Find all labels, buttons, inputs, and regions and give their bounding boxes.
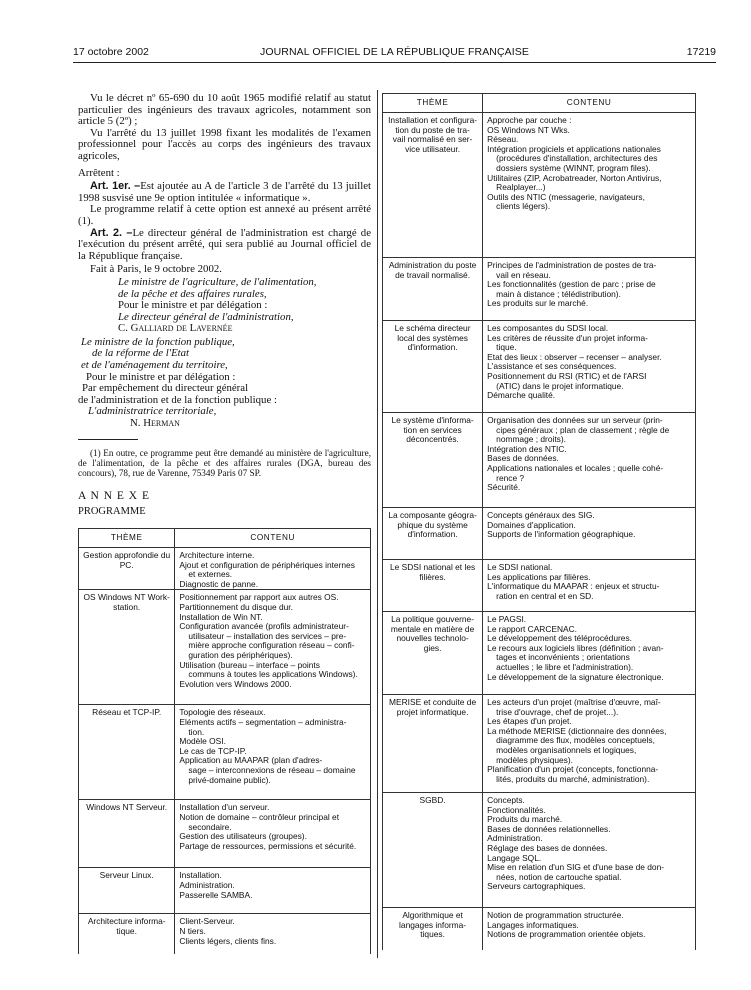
- sig-line: de la réforme de l'Etat: [92, 347, 190, 360]
- content-line: Sécurité.: [487, 482, 521, 493]
- content-line: tion.: [188, 726, 205, 737]
- theme-line: filières.: [419, 571, 446, 582]
- theme-line: La composante géogra-: [388, 510, 477, 520]
- content-line: dossiers système (WINNT, program files).: [496, 162, 651, 173]
- theme-cell: [383, 793, 483, 908]
- article-2: [78, 228, 371, 263]
- theme-line: OS Windows NT Work-: [83, 592, 170, 603]
- theme-line: Installation et configura-: [388, 115, 478, 125]
- article-1-text: Est ajoutée au A de l'article 3 de l'arrêté du 13 juillet 1998 susvisé une 9e option intitulée « informatique ».: [78, 180, 371, 204]
- content-cell: [175, 705, 371, 800]
- column-header-theme: THÈME: [79, 529, 175, 548]
- theme-cell: [383, 258, 483, 321]
- article-1-para-2: Le programme relatif à cette option est annexé au présent arrêté (1).: [78, 203, 371, 227]
- content-line: modèles organisationnels et logiques,: [496, 744, 637, 755]
- theme-cell: [79, 914, 175, 954]
- sig-line: Pour le ministre et par délégation :: [86, 370, 236, 383]
- content-line: Mise en relation d'un SIG et d'une base de don-: [487, 862, 665, 873]
- theme-line: SGBD.: [419, 795, 446, 805]
- sig-line: de l'administration et de la fonction publique :: [78, 393, 277, 406]
- theme-line: Le SDSI national et les: [389, 562, 476, 572]
- table-row: [383, 695, 696, 793]
- table-row: [383, 413, 696, 508]
- theme-line: d'information.: [407, 342, 458, 353]
- content-cell: [483, 413, 696, 508]
- programme-title: PROGRAMME: [78, 506, 146, 518]
- content-line: Organisation des données sur un serveur (prin-: [487, 415, 663, 425]
- page-number: 17219: [686, 46, 716, 58]
- content-line: Clients légers, clients fins.: [179, 935, 277, 946]
- content-line: Modèle OSI.: [179, 736, 226, 747]
- content-line: Utilitaires (ZIP, Acrobatreader, Norton Antivirus,: [487, 172, 662, 183]
- content-line: Le PAGSI.: [487, 614, 527, 624]
- table-row: [79, 548, 371, 590]
- signatory-name: N. Herman: [130, 417, 180, 430]
- signatory-name: C. Galliard de Lavernée: [118, 322, 233, 335]
- sig-line: Le ministre de la fonction publique,: [81, 335, 235, 348]
- article-1-label: Art. 1er. –: [90, 180, 141, 193]
- content-line: Approche par couche :: [487, 115, 572, 125]
- content-line: privé-domaine public).: [188, 774, 271, 785]
- content-line: Les fonctionnalités (gestion de parc ; prise de: [487, 279, 656, 290]
- content-line: Le SDSI national.: [487, 562, 553, 572]
- table-row: [79, 705, 371, 800]
- arretent: Arrêtent :: [78, 166, 120, 179]
- content-line: Le recours aux logiciels libres (définition ; avan-: [487, 642, 664, 653]
- theme-line: Algorithmique et: [402, 910, 463, 920]
- table-row: [383, 258, 696, 321]
- content-line: rence ?: [496, 472, 525, 483]
- theme-cell: [383, 612, 483, 695]
- content-line: Le cas de TCP-IP.: [179, 745, 247, 756]
- issue-date: 17 octobre 2002: [73, 46, 149, 58]
- content-line: trise d'ouvrage, chef de projet...).: [496, 706, 619, 717]
- sig-line: de la pêche et des affaires rurales,: [118, 287, 267, 300]
- content-line: utilisateur – installation des services – pre-: [188, 630, 347, 641]
- content-cell: [175, 590, 371, 705]
- content-line: Positionnement du RSI (RTIC) et de l'ARSI: [487, 370, 647, 381]
- content-line: La méthode MERISE (dictionnaire des données,: [487, 725, 667, 736]
- content-line: Passerelle SAMBA.: [179, 889, 253, 900]
- table-row: [79, 800, 371, 868]
- theme-line: vice utilisateur.: [405, 143, 461, 154]
- footnote: (1) En outre, ce programme peut être demandé au ministère de l'agriculture, de l'alimentation, de la pêche et des affaires rurales (DGA, bureau des concours), 78, rue de Varenne, 75349 Paris 07 SP.: [78, 447, 371, 479]
- column-divider: [377, 90, 378, 958]
- content-line: Utilisation (bureau – interface – points: [179, 659, 320, 670]
- content-line: Evolution vers Windows 2000.: [179, 678, 292, 689]
- content-line: Fonctionnalités.: [487, 804, 546, 815]
- content-cell: [175, 914, 371, 954]
- theme-cell: [383, 413, 483, 508]
- content-cell: [483, 793, 696, 908]
- journal-title: JOURNAL OFFICIEL DE LA RÉPUBLIQUE FRANÇAISE: [260, 46, 529, 58]
- table-row: [383, 793, 696, 908]
- content-line: Principes de l'administration de postes de tra-: [487, 260, 657, 270]
- theme-line: station.: [113, 602, 141, 612]
- content-line: et externes.: [188, 569, 233, 580]
- content-line: Produits du marché.: [487, 814, 563, 825]
- theme-cell: [383, 508, 483, 560]
- content-cell: [483, 695, 696, 793]
- content-line: Domaines d'application.: [487, 519, 576, 530]
- content-line: Intégration progiciels et applications nationales: [487, 143, 661, 154]
- content-line: main à distance ; télédistribution).: [496, 288, 621, 299]
- theme-line: Gestion approfondie du: [83, 550, 171, 561]
- content-line: tages et inconvénients ; orientations: [496, 652, 630, 663]
- content-line: Administration.: [179, 880, 235, 890]
- theme-line: Réseau et TCP-IP.: [92, 707, 162, 718]
- content-line: Serveurs cartographiques.: [487, 881, 586, 892]
- theme-line: projet informatique.: [396, 706, 469, 717]
- content-line: Réglage des bases de données.: [487, 842, 608, 853]
- content-line: Concepts.: [487, 795, 525, 805]
- theme-cell: [383, 113, 483, 258]
- content-line: Supports de l'information géographique.: [487, 529, 636, 540]
- content-line: (ATIC) dans le projet informatique.: [496, 380, 624, 391]
- theme-line: local des systèmes: [397, 332, 468, 343]
- sig-line: L'administratrice territoriale,: [88, 405, 217, 418]
- table-row: [383, 508, 696, 560]
- content-line: Diagnostic de panne.: [179, 578, 259, 589]
- theme-line: Architecture informa-: [87, 916, 166, 927]
- content-cell: [483, 258, 696, 321]
- theme-cell: [383, 695, 483, 793]
- theme-line: MERISE et conduite de: [389, 697, 477, 707]
- content-line: Configuration avancée (profils administrateur-: [179, 621, 349, 632]
- programme-table-left: [78, 528, 371, 954]
- theme-line: vail normalisé en ser-: [392, 134, 473, 145]
- content-line: Partage de ressources, permissions et sécurité.: [179, 840, 357, 851]
- content-line: modèles physiques).: [496, 754, 573, 765]
- content-line: actuelles ; le libre et l'administration).: [496, 661, 634, 672]
- content-line: Planification d'un projet (concepts, fonctionna-: [487, 764, 659, 775]
- content-cell: [175, 868, 371, 914]
- content-line: Intégration des NTIC.: [487, 443, 567, 454]
- sig-line: Par empêchement du directeur général: [82, 382, 249, 395]
- content-cell: [483, 560, 696, 612]
- theme-line: d'information.: [407, 529, 458, 540]
- content-line: Concepts généraux des SIG.: [487, 510, 595, 520]
- table-row: [383, 321, 696, 413]
- content-line: Les étapes d'un projet.: [487, 716, 572, 727]
- content-line: Notion de programmation structurée.: [487, 910, 624, 920]
- signature-block-agriculture: [78, 277, 371, 335]
- content-line: Installation.: [179, 870, 222, 881]
- content-line: Administration.: [487, 833, 543, 844]
- table-row: [79, 590, 371, 705]
- theme-line: gies.: [423, 642, 442, 653]
- content-line: L'assistance et ses conséquences.: [487, 361, 617, 372]
- theme-line: La politique gouverne-: [391, 614, 475, 624]
- content-cell: [483, 113, 696, 258]
- content-cell: [483, 908, 696, 950]
- theme-line: tion en services: [403, 424, 462, 435]
- content-line: Application au MAAPAR (plan d'adres-: [179, 755, 323, 766]
- programme-table-right: [382, 93, 696, 950]
- content-line: nommage ; droits).: [496, 434, 566, 445]
- content-line: Les produits sur le marché.: [487, 298, 589, 309]
- theme-cell: [79, 800, 175, 868]
- article-2-text: Le directeur général de l'administration est chargé de l'exécution du présent arrêté, qui sera publié au Journal officiel de la République française.: [78, 226, 371, 262]
- content-line: Positionnement par rapport aux autres OS.: [179, 592, 339, 603]
- article-2-label: Art. 2. –: [90, 226, 133, 239]
- article-1: [78, 181, 371, 204]
- signature-block-fonction-publique: [78, 337, 371, 430]
- content-line: Gestion des utilisateurs (groupes).: [179, 831, 307, 842]
- content-cell: [483, 612, 696, 695]
- content-cell: [483, 321, 696, 413]
- vu-arrete: Vu l'arrêté du 13 juillet 1998 fixant les modalités de l'examen professionnel pour l'accès au corps des ingénieurs des travaux agricoles,: [78, 126, 371, 162]
- content-line: Le rapport CARCENAC.: [487, 623, 577, 634]
- content-line: Installation de Win NT.: [179, 611, 263, 622]
- fait-a-paris: Fait à Paris, le 9 octobre 2002.: [90, 263, 222, 276]
- content-line: Démarche qualité.: [487, 390, 556, 401]
- content-line: Langages informatiques.: [487, 919, 579, 930]
- content-line: L'informatique du MAAPAR : enjeux et structu-: [487, 581, 660, 592]
- column-header-contenu: CONTENU: [175, 529, 371, 548]
- theme-line: tiques.: [420, 929, 445, 940]
- content-line: Eléments actifs – segmentation – administra-: [179, 717, 347, 727]
- content-line: Bases de données.: [487, 453, 559, 464]
- table-row: [79, 868, 371, 914]
- theme-cell: [383, 321, 483, 413]
- column-header-theme: THÈME: [383, 94, 483, 113]
- content-line: Architecture interne.: [179, 550, 255, 561]
- content-line: Les applications par filières.: [487, 571, 591, 582]
- content-line: Ajout et configuration de périphériques internes: [179, 559, 355, 570]
- theme-cell: [383, 908, 483, 950]
- content-line: diagramme des flux, modèles conceptuels,: [496, 735, 655, 746]
- content-line: Les composantes du SDSI local.: [487, 323, 609, 333]
- content-line: Réseau.: [487, 134, 519, 145]
- content-line: nées, notion de cartouche spatial.: [496, 871, 622, 882]
- content-line: communs à toutes les applications Windows).: [188, 669, 358, 680]
- theme-line: Serveur Linux.: [99, 870, 154, 881]
- theme-cell: [79, 868, 175, 914]
- table-row: [383, 113, 696, 258]
- page-header: [73, 46, 716, 63]
- content-line: guration des périphériques).: [188, 649, 293, 660]
- content-line: Etat des lieux : observer – recenser – analyser.: [487, 351, 662, 362]
- sig-line: Le ministre de l'agriculture, de l'alimentation,: [118, 275, 317, 288]
- theme-cell: [79, 548, 175, 590]
- table-row: [79, 914, 371, 954]
- left-column: [78, 93, 371, 954]
- content-line: vail en réseau.: [496, 269, 551, 280]
- theme-line: PC.: [119, 559, 134, 570]
- theme-line: nouvelles technolo-: [396, 633, 469, 644]
- content-line: Installation d'un serveur.: [179, 802, 270, 813]
- theme-cell: [383, 560, 483, 612]
- theme-line: langages informa-: [399, 919, 467, 930]
- content-line: Realplayer...): [496, 182, 546, 193]
- theme-line: déconcentrés.: [406, 434, 459, 445]
- theme-line: Le schéma directeur: [394, 323, 471, 333]
- table-row: [383, 612, 696, 695]
- content-line: Partitionnement du disque dur.: [179, 602, 293, 612]
- content-line: OS Windows NT Wks.: [487, 124, 570, 135]
- content-line: Topologie des réseaux.: [179, 707, 266, 718]
- content-line: (procédures d'installation, architectures des: [496, 153, 658, 164]
- content-line: Notions de programmation orientée objets.: [487, 929, 646, 940]
- content-line: cipes généraux ; plan de classement ; règle de: [496, 424, 670, 435]
- theme-cell: [79, 590, 175, 705]
- theme-line: tion du poste de tra-: [395, 124, 470, 135]
- content-line: N tiers.: [179, 926, 206, 936]
- content-line: Outils des NTIC (messagerie, navigateurs,: [487, 191, 645, 202]
- content-line: Langage SQL.: [487, 852, 542, 863]
- content-cell: [483, 508, 696, 560]
- content-line: mière approche configuration réseau – confi-: [188, 640, 355, 651]
- content-line: Le développement de la signature électronique.: [487, 671, 664, 682]
- theme-line: mentale en matière de: [390, 623, 475, 634]
- theme-cell: [79, 705, 175, 800]
- theme-line: de travail normalisé.: [395, 269, 471, 280]
- content-line: Bases de données relationnelles.: [487, 823, 611, 834]
- content-line: secondaire.: [188, 821, 232, 832]
- content-cell: [175, 548, 371, 590]
- theme-line: Administration du poste: [388, 260, 477, 270]
- theme-line: tique.: [116, 926, 137, 936]
- content-line: Notion de domaine – contrôleur principal et: [179, 812, 340, 822]
- table-row: [383, 908, 696, 950]
- content-line: ration en central et en SD.: [496, 590, 594, 601]
- sig-line: Le directeur général de l'administration,: [118, 310, 294, 323]
- theme-line: Le système d'informa-: [391, 415, 474, 425]
- content-line: Les critères de réussite d'un projet informa-: [487, 332, 648, 343]
- content-line: Client-Serveur.: [179, 916, 235, 927]
- right-column: [382, 93, 696, 950]
- content-line: Les acteurs d'un projet (maîtrise d'œuvre, maî-: [487, 697, 661, 707]
- content-line: lités, produits du marché, administration).: [496, 773, 650, 784]
- sig-line: et de l'aménagement du territoire,: [81, 359, 228, 372]
- content-line: sage – interconnexions de réseau – domaine: [188, 764, 356, 775]
- content-cell: [175, 800, 371, 868]
- vu-decret: Vu le décret nº 65-690 du 10 août 1965 modifié relatif au statut particulier des ingénieurs des travaux agricoles, notamment son article 5 (2º) ;: [78, 92, 371, 128]
- content-line: Applications nationales et locales ; quelle cohé-: [487, 462, 664, 473]
- annexe-title: A N N E X E: [78, 489, 151, 502]
- content-line: tique.: [496, 342, 517, 353]
- table-row: [383, 560, 696, 612]
- content-line: Le développement des téléprocédures.: [487, 633, 632, 644]
- footnote-rule: [78, 439, 138, 440]
- theme-line: Windows NT Serveur.: [86, 802, 168, 813]
- content-line: clients légers).: [496, 201, 551, 212]
- theme-line: phique du système: [397, 519, 468, 530]
- column-header-contenu: CONTENU: [483, 94, 696, 113]
- sig-line: Pour le ministre et par délégation :: [118, 299, 268, 312]
